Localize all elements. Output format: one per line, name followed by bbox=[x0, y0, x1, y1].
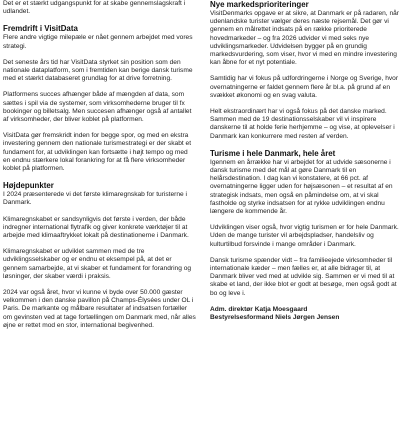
paragraph: Samtidig har vi fokus på udfordringerne i Norge og Sverige, hvor overnatningerne er faldet gennem flere år bl.a. på grund af en svækket økonomi og en svag valuta. bbox=[210, 75, 399, 99]
signature-chair: Bestyrelsesformand Niels Jørgen Jensen bbox=[210, 314, 340, 322]
paragraph: VisitDenmarks opgave er at sikre, at Danmark er på radaren, når udenlandske turister vælger deres næste rejsemål. Det gør vi gennem en målrettet indsats på en række prioriterede hovedmarkeder – og fra 2026 udvider vi med seks nye udviklingsmarkeder. Udvidelsen bygger på en grundig markedsvurdering, som viser, hvor vi med en mindre investering kan åbne for et nyt potentiale. bbox=[210, 10, 399, 67]
paragraph: Platformens succes afhænger både af mængden af data, som sættes i spil via de systemer, som virksomhederne bruger til fx bookinger og billetsalg. Men succesen afhænger også af antallet af virksomheder, der bliver koblet på platformen. bbox=[3, 91, 192, 124]
heading-hojdepunkter: Højdepunkter bbox=[3, 181, 54, 191]
paragraph: Klimaregnskabet er udviklet sammen med de tre udviklingsselskaber og er endnu et eksempel på, at det er gennem samarbejde, at vi skaber et fundament for forandring og løsninger, der skaber værdi i praksis. bbox=[3, 248, 192, 280]
heading-turisme-hele-danmark: Turisme i hele Danmark, hele året bbox=[210, 148, 336, 158]
intro-paragraph: Det er et stærkt udgangspunkt for at skabe gennemslagskraft i udlandet. bbox=[3, 0, 186, 16]
paragraph: 2024 var også året, hvor vi kunne vi byde over 50.000 gæster velkommen i den danske pavillon på Champs-Élysées under OL i Paris. De markante og målbare resultater af indsatsen fortæller om gevinsten ved at tage fortællingen om Danmark med, når alles øjne er rettet mod en stor, international begivenhed. bbox=[3, 289, 196, 329]
paragraph: Helt ekstraordinært har vi også fokus på det danske marked. Sammen med de 19 destinationsselskaber vil vi inspirere danskerne til at holde ferie herhjemme – og vise, at oplevelser i Danmark kan konkurrere med resten af verden. bbox=[210, 108, 395, 140]
paragraph: Udviklingen viser også, hvor vigtig turismen er for hele Danmark. Uden de mange turister vil arbejdspladser, handelsliv og kulturtilbud forsvinde i mange områder i Danmark. bbox=[210, 224, 399, 248]
right-column bbox=[210, 0, 404, 322]
paragraph: Det seneste års tid har VisitData styrket sin position som den nationale dataplatform, som i fremtiden kan berige dansk turisme med et stærkt databaseret grundlag for at drive forretning. bbox=[3, 58, 193, 83]
paragraph: Dansk turisme spænder vidt – fra familieejede virksomheder til internationale kæder – men fælles er, at alle bidrager til, at Danmark bliver ved med at udvikle sig. Sammen er vi med til at skabe et land, der ikke blot er godt at besøge, men også godt at bo og leve i. bbox=[210, 256, 397, 297]
signature-ceo: Adm. direktør Katja Moesgaard bbox=[210, 305, 308, 313]
paragraph: Igennem en årrække har vi arbejdet for at udvide sæsonerne i dansk turisme med det mål at gøre Danmark til en helårsdestination. I dag kan vi konstatere, at 66 pct. af overnatningerne ligger uden for højsæsonen – et resultat af en strategisk indsats, men også en påmindelse om, at vi skal fastholde og styrke indsatsen for at rykke udviklingen endnu længere de kommende år. bbox=[210, 158, 393, 216]
heading-fremdrift: Fremdrift i VisitData bbox=[3, 24, 78, 34]
paragraph: VisitData gør fremskridt inden for begge spor, og med en ekstra investering gennem den nationale turismestrategi er der skabt et fundament for, at udviklingen kan fortsætte i højt tempo og med en endnu stærkere lokal forankring for at få flere virksomheder koblet på platformen. bbox=[3, 132, 192, 173]
left-column bbox=[3, 0, 196, 338]
paragraph: I 2024 præsenterede vi det første klimaregnskab for turisterne i Danmark. bbox=[3, 191, 187, 207]
paragraph: Klimaregnskabet er sandsynligvis det første i verden, der både indregner international flytrafik og giver konkrete værktøjer til at arbejde med klimaaftrykket lokalt på destinationerne i Danmark. bbox=[3, 215, 189, 240]
paragraph: Flere andre vigtige milepæle er nået gennem arbejdet med vores strategi. bbox=[3, 34, 193, 50]
heading-markedsprioriteringer: Nye markedsprioriteringer bbox=[210, 0, 309, 9]
